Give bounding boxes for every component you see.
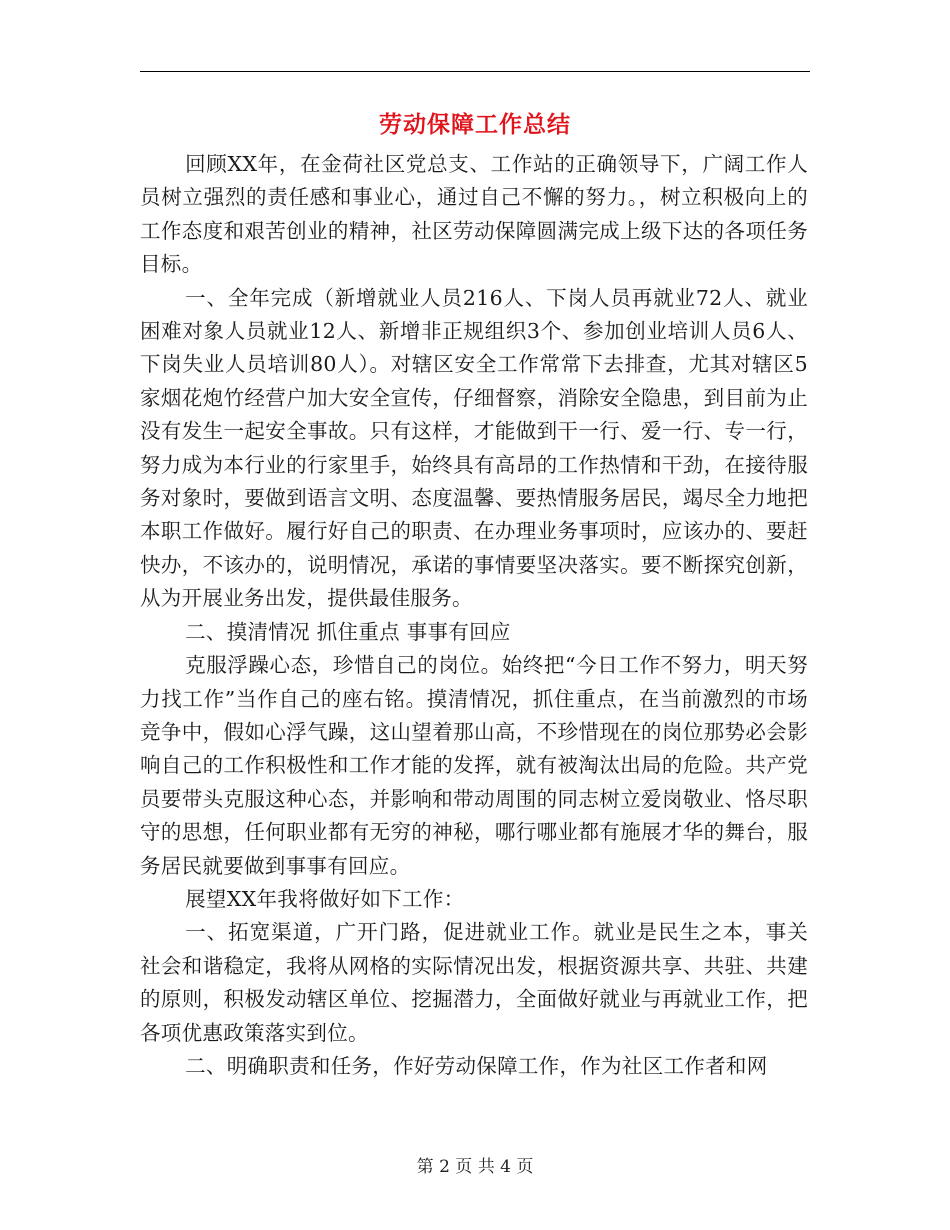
document-title: 劳动保障工作总结 [379,111,571,138]
page-footer: 第 2 页 共 4 页 [416,1157,534,1177]
paragraph: 一、全年完成（新增就业人员216人、下岗人员再就业72人、就业困难对象人员就业12人、新增非正规组织3个、参加创业培训人员6人、下岗失业人员培训80人）。对辖区安全工作常常下去排查，尤其对辖区5家烟花炮竹经营户加大安全宣传，仔细督察，消除安全隐患，到目前为止没有发生一起安全事故。只有这样，才能做到干一行、爱一行、专一行，努力成为本行业的行家里手，始终具有高昂的工作热情和干劲，在接待服务对象时，要做到语言文明、态度温馨、要热情服务居民，竭尽全力地把本职工作做好。履行好自己的职责、在办理业务事项时，应该办的、要赶快办，不该办的，说明情况，承诺的事情要坚决落实。要不断探究创新，从为开展业务出发，提供最佳服务。 [140,285,808,611]
paragraph: 一、拓宽渠道，广开门路，促进就业工作。就业是民生之本，事关社会和谐稳定，我将从网格的实际情况出发，根据资源共享、共驻、共建的原则，积极发动辖区单位、挖掘潜力，全面做好就业与再就业工作，把各项优惠政策落实到位。 [140,920,808,1045]
paragraph: 二、明确职责和任务，作好劳动保障工作，作为社区工作者和网 [185,1053,768,1078]
document-body [140,148,808,1083]
paragraph: 回顾XX年，在金荷社区党总支、工作站的正确领导下，广阔工作人员树立强烈的责任感和事业心，通过自己不懈的努力。，树立积极向上的工作态度和艰苦创业的精神，社区劳动保障圆满完成上级下达的各项任务目标。 [140,152,808,277]
section-heading: 二、摸清情况 抓住重点 事事有回应 [185,619,511,644]
paragraph: 克服浮躁心态，珍惜自己的岗位。始终把“今日工作不努力，明天努力找工作”当作自己的座右铭。摸清情况，抓住重点，在当前激烈的市场竞争中，假如心浮气躁，这山望着那山高，不珍惜现在的岗位那势必会影响自己的工作积极性和工作才能的发挥，就有被淘汰出局的危险。共产党员要带头克服这种心态，并影响和带动周围的同志树立爱岗敬业、恪尽职守的思想，任何职业都有无穷的神秘，哪行哪业都有施展才华的舞台，服务居民就要做到事事有回应。 [140,653,808,878]
paragraph: 展望XX年我将做好如下工作： [185,886,465,911]
header-rule [140,71,810,72]
